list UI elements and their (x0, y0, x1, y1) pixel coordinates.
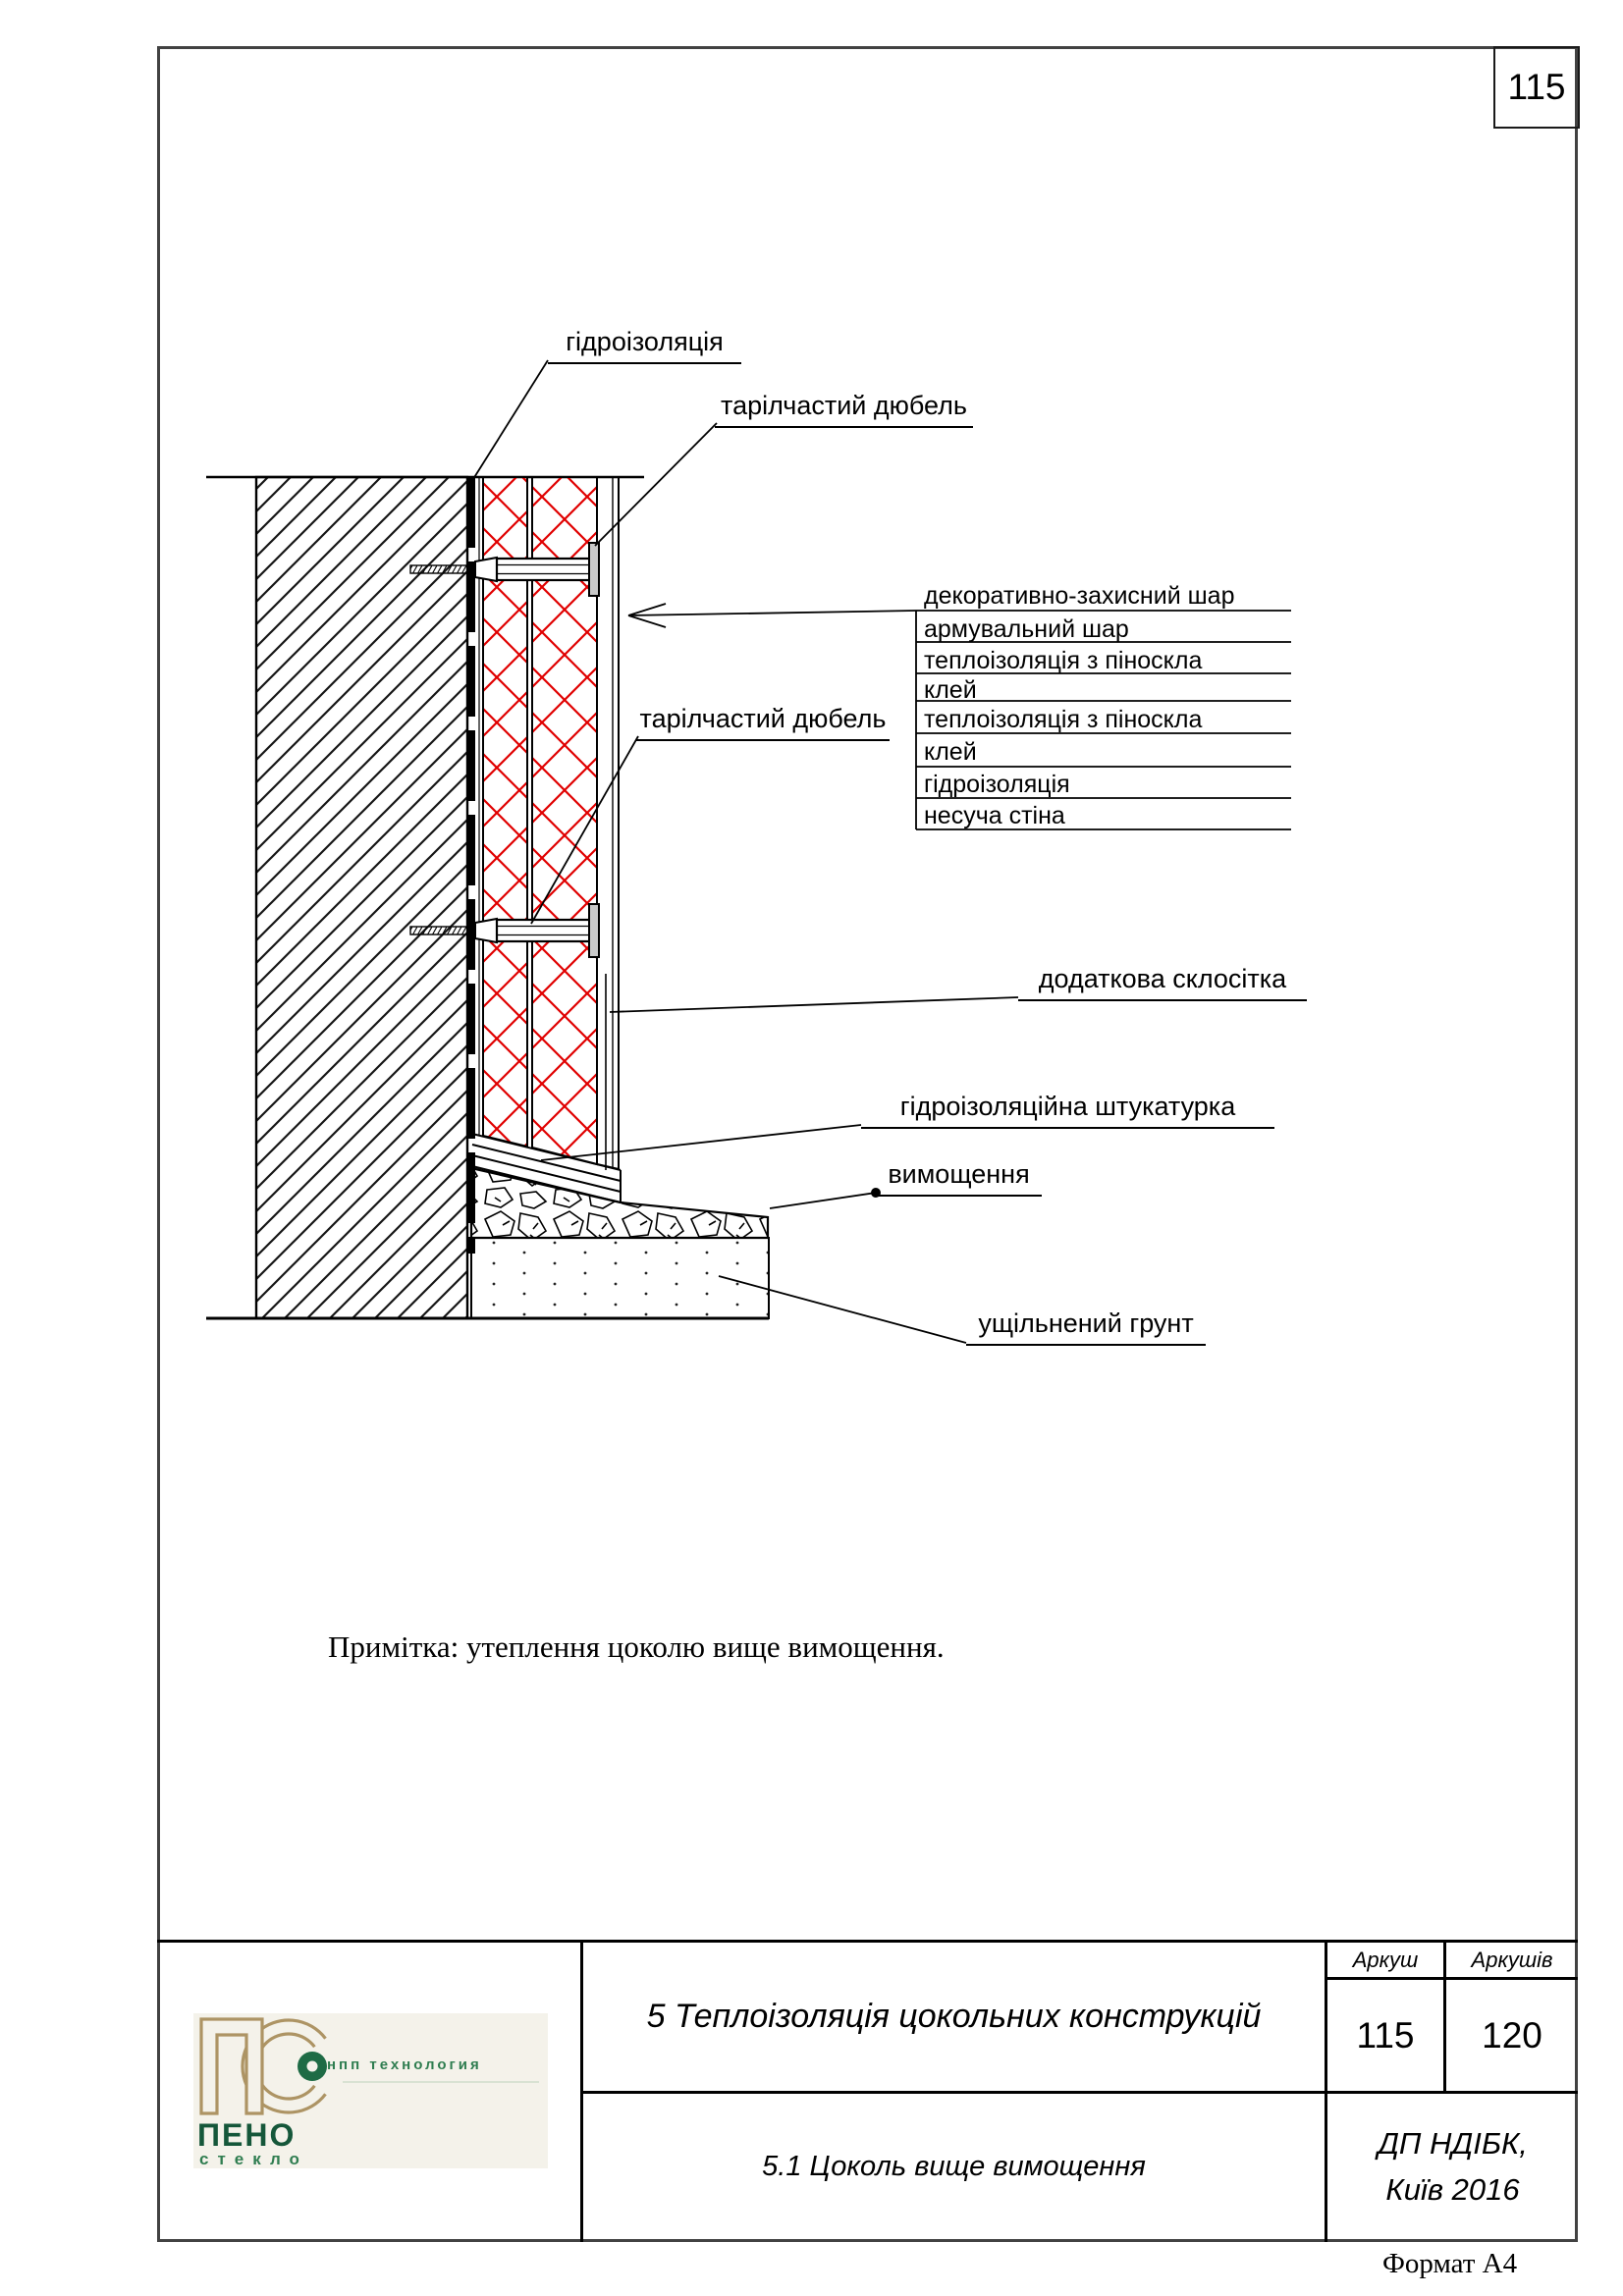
page-number: 115 (1507, 67, 1566, 107)
logo-company-line: нпп технология (327, 2056, 482, 2073)
organization-line1: ДП НДІБК, (1378, 2126, 1528, 2161)
callout-plate-dowel-mid: тарілчастий дюбель (636, 705, 890, 741)
layer-label-waterproofing: гідроізоляція (924, 771, 1070, 798)
layer-label-reinforcing: армувальний шар (924, 615, 1129, 643)
sheets-header: Аркушів (1471, 1947, 1553, 1972)
note-text: Примітка: утеплення цоколю вище вимощення. (328, 1629, 945, 1664)
layer-label-decorative: декоративно-захисний шар (924, 582, 1235, 610)
subsection-title: 5.1 Цоколь вище вимощення (762, 2151, 1146, 2182)
logo-brand-top: ПЕНО (197, 2117, 297, 2153)
sheets-total: 120 (1482, 2014, 1542, 2056)
callout-waterproofing: гідроізоляція (548, 328, 741, 364)
layer-label-bearing-wall: несуча стіна (924, 802, 1065, 829)
bearing-wall (256, 477, 467, 1318)
company-logo (193, 2013, 548, 2168)
section-title: 5 Теплоізоляція цокольних конструкцій (646, 1998, 1262, 2035)
logo-underline (343, 2081, 539, 2083)
logo-brand-bottom: стекло (199, 2150, 308, 2168)
callout-plate-dowel-top: тарілчастий дюбель (715, 392, 973, 428)
layer-label-insulation-1: теплоізоляція з піноскла (924, 647, 1203, 674)
layer-label-glue-1: клей (924, 676, 977, 704)
callout-plaster: гідроізоляційна штукатурка (861, 1093, 1274, 1129)
callout-paving: вимощення (876, 1160, 1042, 1197)
sheet-header: Аркуш (1352, 1947, 1419, 1972)
layer-label-insulation-2: теплоізоляція з піноскла (924, 706, 1203, 733)
layer-label-glue-2: клей (924, 738, 977, 766)
sheet-number: 115 (1356, 2014, 1415, 2056)
callout-soil: ущільнений грунт (966, 1309, 1206, 1346)
callout-glass-mesh: додаткова склосітка (1018, 965, 1307, 1001)
outer-render-band (597, 477, 619, 1169)
organization-cell (1327, 2094, 1578, 2240)
format-label: Формат А4 (1382, 2248, 1518, 2279)
organization-line2: Київ 2016 (1385, 2171, 1520, 2207)
